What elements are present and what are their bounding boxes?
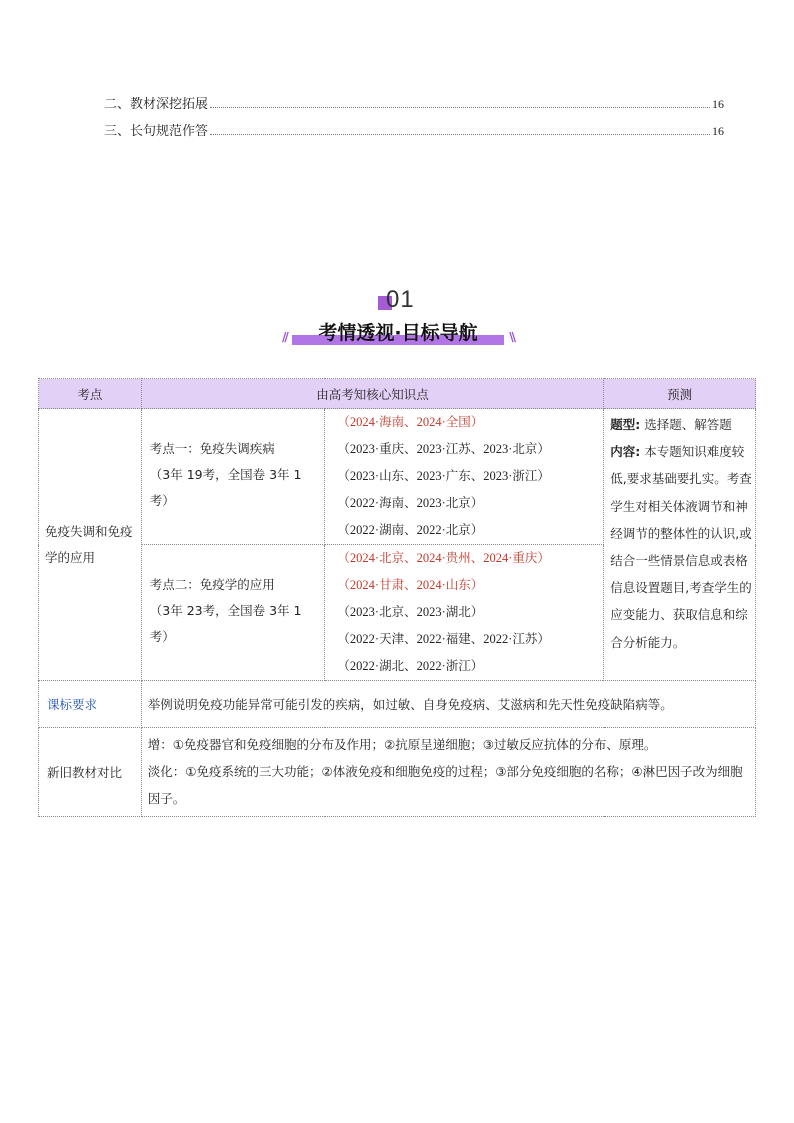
prediction-type-value: 选择题、解答题: [640, 417, 732, 432]
point-cell: [141, 409, 325, 545]
exam-list: [325, 545, 604, 681]
section-title-banner: [282, 318, 514, 348]
section-number-text: 01: [386, 286, 415, 313]
toc-entry-title: 二、教材深挖拓展: [104, 97, 209, 112]
requirement-label: 课标要求: [39, 681, 142, 728]
toc-entry-title: 三、长句规范作答: [104, 124, 209, 139]
toc-entry-page: 16: [712, 97, 724, 111]
topic-cell: 免疫失调和免疫学的应用: [39, 409, 142, 681]
table-row: [39, 728, 756, 817]
exam-line: （2022·湖南、2022·北京）: [337, 523, 484, 537]
toc-leader-dots: [210, 133, 710, 135]
table-row: [39, 409, 756, 545]
comparison-label: 新旧教材对比: [39, 728, 142, 817]
exam-list: [325, 409, 604, 545]
toc-entry[interactable]: [104, 120, 724, 147]
header-prediction: 预测: [604, 379, 756, 409]
exam-line: （2022·海南、2023·北京）: [337, 496, 484, 510]
comparison-text: [141, 728, 755, 817]
table-row: [39, 681, 756, 728]
prediction-content-label: 内容:: [610, 444, 641, 460]
point-name: 考点一：免疫失调疾病: [149, 441, 275, 456]
exam-line: （2024·北京、2024·贵州、2024·重庆）: [337, 551, 550, 565]
exam-line: （2024·海南、2024·全国）: [337, 415, 484, 429]
point-name: 考点二：免疫学的应用: [149, 577, 275, 592]
exam-line: （2022·湖北、2022·浙江）: [337, 659, 484, 673]
comparison-added: 增：①免疫器官和免疫细胞的分布及作用；②抗原呈递细胞；③过敏反应抗体的分布、原理。: [147, 737, 657, 752]
point-cell: [141, 545, 325, 681]
right-slash-decoration: \\: [509, 330, 514, 344]
section-number: [378, 286, 438, 316]
prediction-cell: [604, 409, 756, 681]
header-knowledge: 由高考知核心知识点: [141, 379, 603, 409]
requirement-text: 举例说明免疫功能异常可能引发的疾病，如过敏、自身免疫病、艾滋病和先天性免疫缺陷病等。: [141, 681, 755, 728]
table-of-contents: [104, 93, 724, 147]
prediction-content-value: 本专题知识难度较低,要求基础要扎实。考查学生对相关体液调节和神经调节的整体性的认识,或结合一些情景信息或表格信息设置题目,考查学生的应变能力、获取信息和综合分析能力。: [610, 444, 752, 650]
prediction-type-label: 题型:: [610, 417, 641, 432]
point-stats: （3年 19考，全国卷 3年 1考）: [149, 467, 302, 508]
exam-analysis-table: [38, 378, 756, 817]
comparison-reduced: 淡化：①免疫系统的三大功能；②体液免疫和细胞免疫的过程；③部分免疫细胞的名称；④淋巴因子改为细胞因子。: [147, 764, 743, 806]
left-slash-decoration: //: [282, 330, 287, 344]
exam-line: （2024·甘肃、2024·山东）: [337, 578, 484, 592]
section-title: 考情透视·目标导航: [318, 322, 478, 344]
toc-entry[interactable]: [104, 93, 724, 120]
exam-line: （2022·天津、2022·福建、2022·江苏）: [337, 632, 550, 646]
exam-line: （2023·北京、2023·湖北）: [337, 605, 484, 619]
exam-line: （2023·重庆、2023·江苏、2023·北京）: [337, 442, 550, 456]
toc-entry-page: 16: [712, 124, 724, 138]
table-header-row: [39, 379, 756, 409]
header-topic: 考点: [39, 379, 142, 409]
point-stats: （3年 23考，全国卷 3年 1考）: [149, 603, 302, 644]
toc-leader-dots: [210, 106, 710, 108]
exam-line: （2023·山东、2023·广东、2023·浙江）: [337, 469, 550, 483]
